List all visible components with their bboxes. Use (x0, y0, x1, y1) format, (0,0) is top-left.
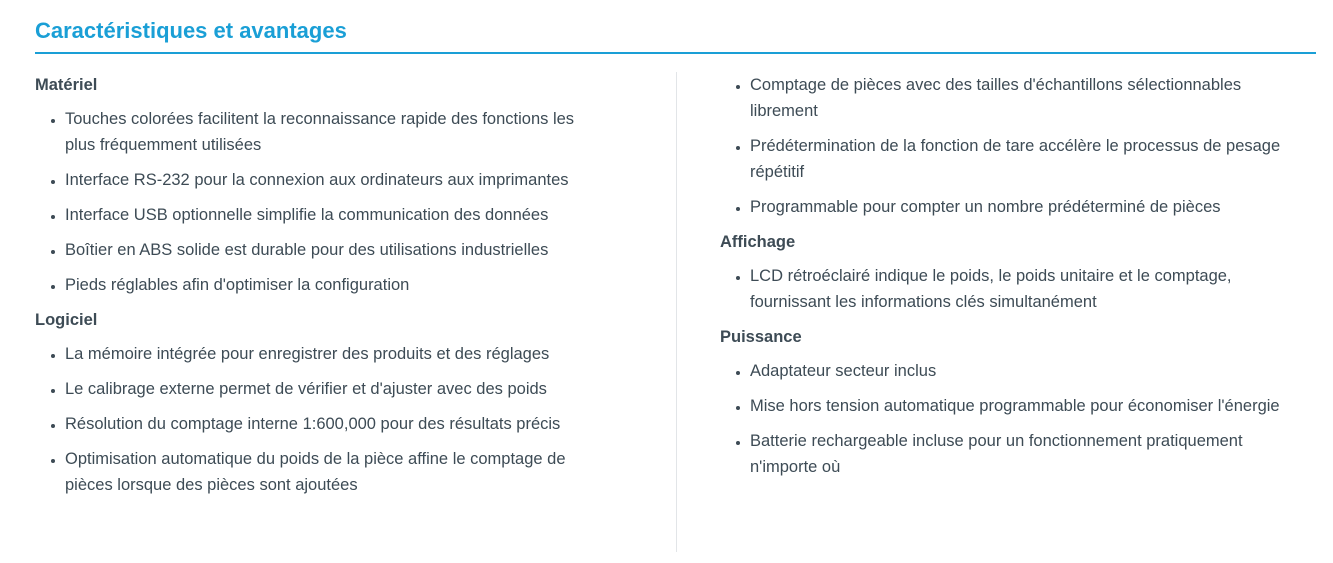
feature-item: • Interface USB optionnelle simplifie la communication des données (65, 202, 595, 228)
feature-item: • Pieds réglables afin d'optimiser la configuration (65, 272, 595, 298)
feature-item: • Interface RS-232 pour la connexion aux ordinateurs aux imprimantes (65, 167, 595, 193)
feature-item: • Mise hors tension automatique programmable pour économiser l'énergie (750, 393, 1295, 419)
feature-list (35, 341, 595, 498)
feature-item: • Adaptateur secteur inclus (750, 358, 1295, 384)
category-heading: Affichage (720, 233, 796, 251)
feature-item: • Boîtier en ABS solide est durable pour des utilisations industrielles (65, 237, 595, 263)
feature-list (720, 263, 1295, 315)
feature-item: • Le calibrage externe permet de vérifier et d'ajuster avec des poids (65, 376, 595, 402)
category-heading: Logiciel (35, 311, 98, 329)
category-heading: Matériel (35, 76, 98, 94)
title-underline (35, 52, 1316, 54)
feature-item: • LCD rétroéclairé indique le poids, le poids unitaire et le comptage, fournissant les informations clés simultanément (750, 263, 1295, 315)
feature-item: • Optimisation automatique du poids de la pièce affine le comptage de pièces lorsque des pièces sont ajoutées (65, 446, 595, 498)
feature-list (720, 358, 1295, 480)
feature-item: • Touches colorées facilitent la reconnaissance rapide des fonctions les plus fréquemment utilisées (65, 106, 595, 158)
section-title: Caractéristiques et avantages (35, 18, 347, 43)
left-column (35, 72, 595, 507)
right-column (720, 72, 1295, 489)
feature-item: • La mémoire intégrée pour enregistrer des produits et des réglages (65, 341, 595, 367)
feature-item: • Comptage de pièces avec des tailles d'échantillons sélectionnables librement (750, 72, 1295, 124)
column-divider (676, 72, 677, 552)
feature-list (720, 72, 1295, 220)
feature-list (35, 106, 595, 298)
feature-item: • Batterie rechargeable incluse pour un fonctionnement pratiquement n'importe où (750, 428, 1295, 480)
category-heading: Puissance (720, 328, 802, 346)
feature-item: • Prédétermination de la fonction de tare accélère le processus de pesage répétitif (750, 133, 1295, 185)
feature-item: • Résolution du comptage interne 1:600,000 pour des résultats précis (65, 411, 595, 437)
feature-item: • Programmable pour compter un nombre prédéterminé de pièces (750, 194, 1295, 220)
